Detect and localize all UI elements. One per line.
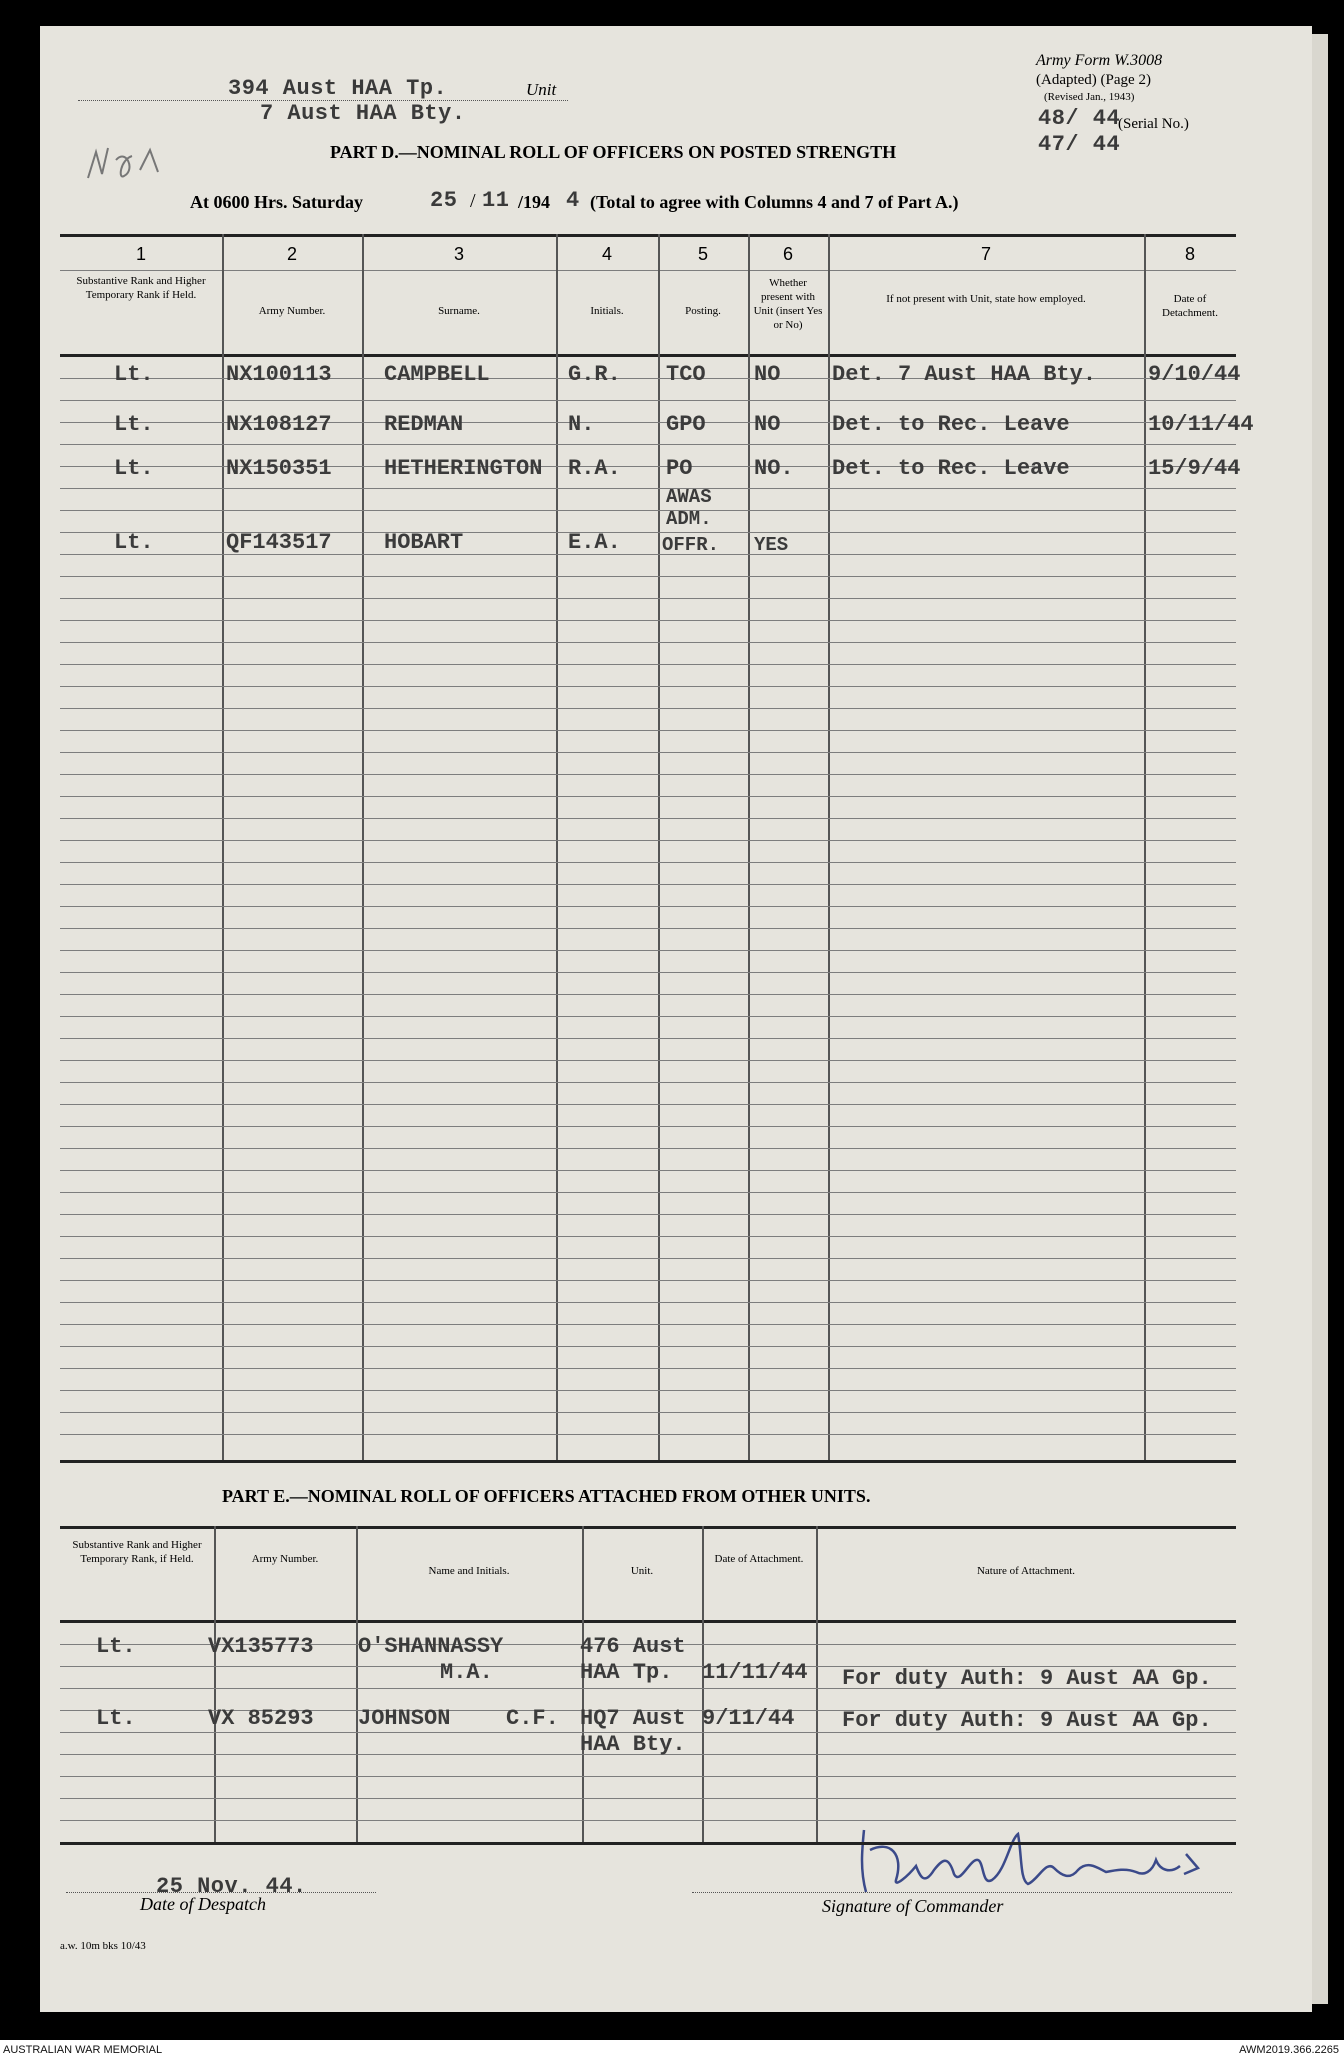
part-e-col-header: Date of Attachment. (714, 1553, 804, 1565)
part-d-rank: Lt. (114, 456, 154, 481)
part-d-col-number: 5 (697, 244, 708, 264)
part-d-ruled-line (60, 950, 1236, 951)
date-month: 11 (482, 188, 510, 213)
part-d-column-divider (828, 234, 830, 1460)
part-e-column-divider (356, 1526, 358, 1842)
part-d-ruled-line (60, 862, 1236, 863)
part-d-ruled-line (60, 730, 1236, 731)
part-d-ruled-line (60, 752, 1236, 753)
part-d-col-number: 4 (601, 244, 612, 264)
archive-right: AWM2019.366.2265 (1239, 2044, 1339, 2056)
part-d-posting: OFFR. (662, 534, 720, 556)
part-d-date: 15/9/44 (1148, 456, 1241, 481)
part-d-col-number: 3 (453, 244, 464, 264)
part-d-ruled-line (60, 444, 1236, 445)
part-d-ruled-line (60, 1368, 1236, 1369)
part-e-rank: Lt. (96, 1634, 136, 1659)
part-d-posting: TCO (666, 362, 706, 387)
part-d-present: NO (754, 412, 781, 437)
part-d-ruled-line (60, 1104, 1236, 1105)
part-d-col-header: Date of Detachment. (1162, 293, 1218, 319)
unit-line2: 7 Aust HAA Bty. (260, 101, 466, 126)
part-d-bottom-rule (60, 1460, 1236, 1463)
part-d-ruled-line (60, 1236, 1236, 1237)
part-d-army-number: NX108127 (226, 412, 332, 437)
part-d-top-rule (60, 234, 1236, 237)
part-e-head-rule (60, 1620, 1236, 1623)
part-d-column-divider (556, 234, 558, 1460)
part-d-ruled-line (60, 884, 1236, 885)
part-d-heading: PART D.—NOMINAL ROLL OF OFFICERS ON POSTED STRENGTH (330, 142, 897, 162)
part-e-unit: HQ7 Aust (580, 1706, 686, 1731)
part-d-head-rule (60, 354, 1236, 357)
part-e-column-divider (816, 1526, 818, 1842)
part-d-ruled-line (60, 994, 1236, 995)
part-d-ruled-line (60, 400, 1236, 401)
part-d-col-header: Army Number. (258, 305, 326, 317)
part-d-surname: CAMPBELL (384, 362, 490, 387)
part-e-name: O'SHANNASSY (358, 1634, 504, 1659)
part-d-column-divider (222, 234, 224, 1460)
paper-edge (1312, 34, 1328, 2004)
part-e-ruled-line (60, 1798, 1236, 1799)
part-d-ruled-line (60, 906, 1236, 907)
part-e-nature: For duty Auth: 9 Aust AA Gp. (842, 1708, 1212, 1733)
part-e-column-divider (214, 1526, 216, 1842)
part-d-rank: Lt. (114, 530, 154, 555)
part-d-column-divider (658, 234, 660, 1460)
part-d-column-divider (1144, 234, 1146, 1460)
part-d-ruled-line (60, 928, 1236, 929)
part-d-col-header: Surname. (438, 305, 480, 317)
part-d-ruled-line (60, 1280, 1236, 1281)
total-note: (Total to agree with Columns 4 and 7 of Part A.) (590, 192, 959, 212)
part-d-col-number: 2 (286, 244, 297, 264)
part-d-ruled-line (60, 840, 1236, 841)
part-d-ruled-line (60, 1192, 1236, 1193)
part-e-top-rule (60, 1526, 1236, 1529)
part-d-ruled-line (60, 1346, 1236, 1347)
form-adapted: (Adapted) (Page 2) (1036, 72, 1151, 88)
part-d-army-number: QF143517 (226, 530, 332, 555)
form-revised: (Revised Jan., 1943) (1044, 91, 1135, 103)
part-d-initials: G.R. (568, 362, 621, 387)
part-e-army-number: VX 85293 (208, 1706, 314, 1731)
despatch-dotline (66, 1892, 376, 1893)
part-d-col-header: Initials. (590, 305, 624, 317)
unit-line1: 394 Aust HAA Tp. (228, 76, 448, 101)
part-d-ruled-line (60, 1302, 1236, 1303)
part-e-nature: For duty Auth: 9 Aust AA Gp. (842, 1666, 1212, 1691)
part-e-rank: Lt. (96, 1706, 136, 1731)
date-day: 25 (430, 188, 458, 213)
part-d-ruled-line (60, 1016, 1236, 1017)
unit-label: Unit (526, 80, 557, 99)
part-d-army-number: NX100113 (226, 362, 332, 387)
part-d-ruled-line (60, 598, 1236, 599)
archive-bar (0, 2040, 1344, 2061)
part-d-col-header: Posting. (685, 305, 721, 317)
part-d-ruled-line (60, 1390, 1236, 1391)
part-e-col-header: Unit. (630, 1565, 654, 1577)
part-d-column-divider (748, 234, 750, 1460)
part-d-ruled-line (60, 510, 1236, 511)
part-d-posting: ADM. (666, 508, 712, 530)
part-e-col-header: Substantive Rank and Higher Temporary Rank, if Held. (72, 1539, 202, 1565)
part-d-present: NO. (754, 456, 794, 481)
part-d-present: YES (754, 534, 789, 556)
part-d-surname: HETHERINGTON (384, 456, 543, 481)
part-e-unit: HAA Tp. (580, 1660, 673, 1685)
part-e-initials: C.F. (506, 1706, 559, 1731)
signature-dotline (692, 1892, 1232, 1893)
part-d-col-header: Substantive Rank and Higher Temporary Rank if Held. (76, 275, 206, 301)
part-e-initials: M.A. (440, 1660, 493, 1685)
part-d-ruled-line (60, 686, 1236, 687)
archive-left: AUSTRALIAN WAR MEMORIAL (3, 2044, 163, 2056)
part-e-name: JOHNSON (358, 1706, 451, 1731)
part-d-col-number: 7 (980, 244, 991, 264)
part-d-col-number: 6 (782, 244, 793, 264)
part-d-col-number: 8 (1184, 244, 1195, 264)
part-d-ruled-line (60, 796, 1236, 797)
commander-signature (850, 1810, 1240, 1900)
part-d-col-number: 1 (135, 244, 146, 264)
part-d-ruled-line (60, 1258, 1236, 1259)
part-d-ruled-line (60, 1324, 1236, 1325)
part-d-army-number: NX150351 (226, 456, 332, 481)
serial-value1: 48/ 44 (1038, 106, 1121, 131)
part-e-date: 11/11/44 (702, 1660, 808, 1685)
part-d-ruled-line (60, 488, 1236, 489)
at-prefix: At 0600 Hrs. Saturday (190, 192, 364, 212)
part-d-employed: Det. to Rec. Leave (832, 456, 1070, 481)
part-d-rank: Lt. (114, 362, 154, 387)
year-digit: 4 (566, 188, 580, 213)
signature-label: Signature of Commander (822, 1896, 1004, 1916)
part-d-employed: Det. to Rec. Leave (832, 412, 1070, 437)
part-d-surname: HOBART (384, 530, 464, 555)
part-e-date: 9/11/44 (702, 1706, 795, 1731)
part-d-ruled-line (60, 1038, 1236, 1039)
part-d-ruled-line (60, 1434, 1236, 1435)
part-d-posting: GPO (666, 412, 706, 437)
part-d-date: 10/11/44 (1148, 412, 1254, 437)
part-e-unit: 476 Aust (580, 1634, 686, 1659)
part-d-posting: AWAS (666, 486, 712, 508)
part-d-ruled-line (60, 708, 1236, 709)
part-d-date: 9/10/44 (1148, 362, 1241, 387)
part-d-employed: Det. 7 Aust HAA Bty. (832, 362, 1097, 387)
part-d-surname: REDMAN (384, 412, 464, 437)
part-d-ruled-line (60, 1170, 1236, 1171)
part-d-ruled-line (60, 1082, 1236, 1083)
serial-value2: 47/ 44 (1038, 132, 1121, 157)
part-e-ruled-line (60, 1776, 1236, 1777)
part-d-ruled-line (60, 972, 1236, 973)
part-e-unit: HAA Bty. (580, 1732, 686, 1757)
part-d-ruled-line (60, 576, 1236, 577)
part-e-heading: PART E.—NOMINAL ROLL OF OFFICERS ATTACHED FROM OTHER UNITS. (222, 1486, 871, 1506)
year-prefix: /194 (518, 192, 551, 212)
part-d-initials: R.A. (568, 456, 621, 481)
part-d-number-rule (60, 270, 1236, 271)
part-d-ruled-line (60, 774, 1236, 775)
handwritten-initials (80, 130, 180, 190)
part-d-ruled-line (60, 1126, 1236, 1127)
despatch-date: 25 Nov. 44. (156, 1874, 307, 1899)
part-d-ruled-line (60, 642, 1236, 643)
part-e-army-number: VX135773 (208, 1634, 314, 1659)
part-e-col-header: Name and Initials. (428, 1565, 510, 1577)
part-d-ruled-line (60, 818, 1236, 819)
part-d-ruled-line (60, 1148, 1236, 1149)
print-note: a.w. 10m bks 10/43 (60, 1940, 146, 1952)
part-d-initials: N. (568, 412, 595, 437)
part-d-ruled-line (60, 620, 1236, 621)
part-d-present: NO (754, 362, 781, 387)
part-d-col-header: Whether present with Unit (insert Yes or No) (753, 277, 823, 331)
part-d-initials: E.A. (568, 530, 621, 555)
part-d-ruled-line (60, 1060, 1236, 1061)
part-e-bottom-rule (60, 1842, 1236, 1845)
part-d-column-divider (362, 234, 364, 1460)
part-d-ruled-line (60, 664, 1236, 665)
part-d-rank: Lt. (114, 412, 154, 437)
part-d-ruled-line (60, 1214, 1236, 1215)
part-d-posting: PO (666, 456, 693, 481)
serial-label: (Serial No.) (1118, 116, 1189, 132)
part-d-col-header: If not present with Unit, state how employed. (886, 293, 1086, 305)
despatch-label: Date of Despatch (140, 1894, 266, 1914)
part-e-ruled-line (60, 1820, 1236, 1821)
form-title: Army Form W.3008 (1036, 52, 1163, 69)
part-e-col-header: Army Number. (251, 1553, 319, 1565)
part-d-ruled-line (60, 1412, 1236, 1413)
part-e-col-header: Nature of Attachment. (976, 1565, 1076, 1577)
